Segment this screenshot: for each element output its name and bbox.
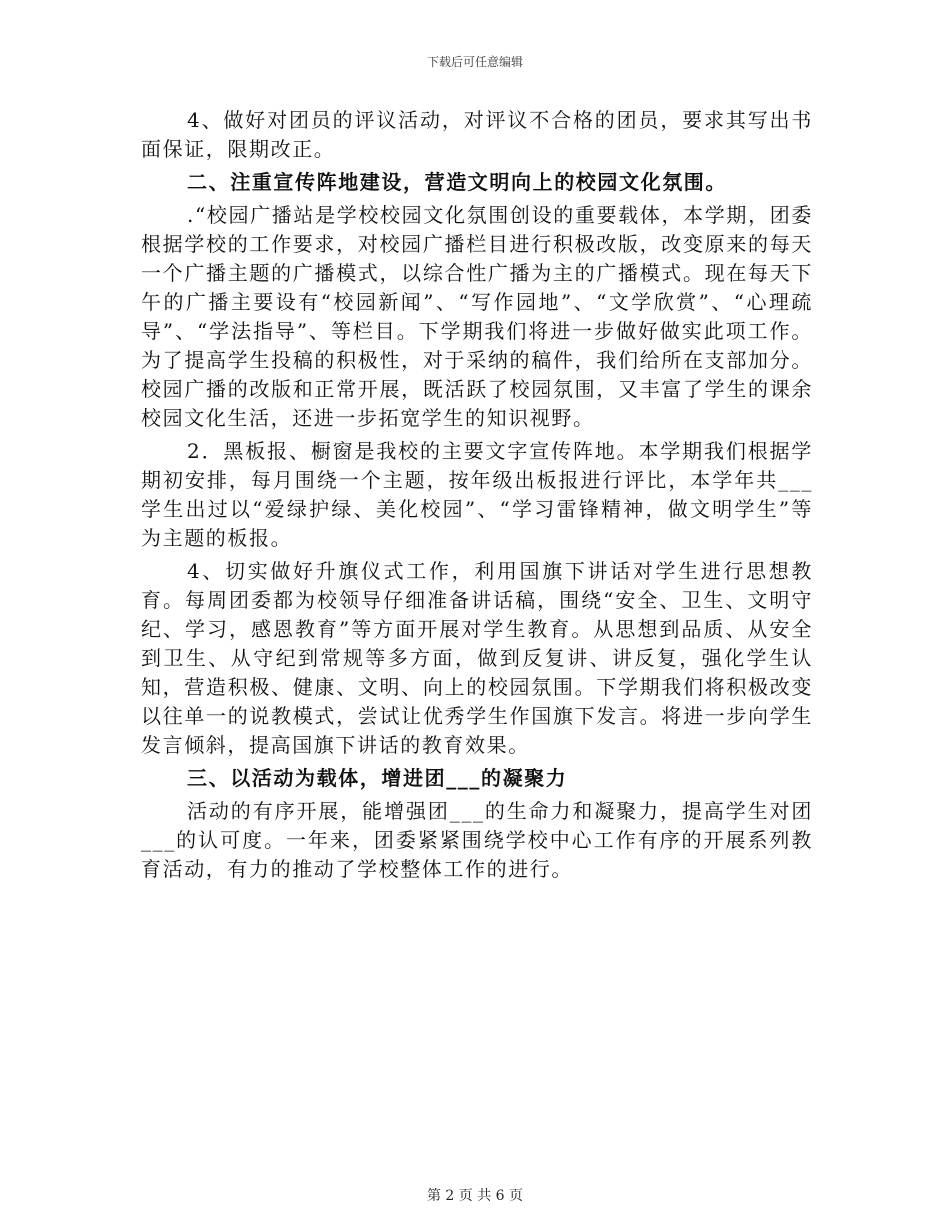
section-heading-3: 三、以活动为载体，增进团___的凝聚力 <box>187 766 568 790</box>
paragraph-campus-radio: .“校园广播站是学校校园文化氛围创设的重要载体，本学期，团委根据学校的工作要求，对校园广播栏目进行积极改版，改变原来的每天一个广播主题的广播模式，以综合性广播为主的广播模式。现在每天下午的广播主要设有“校园新闻”、“写作园地”、“文学欣赏”、“心理疏导”、“学法指导”、等栏目。下学期我们将进一步做好做实此项工作。为了提高学生投稿的积极性，对于采纳的稿件，我们给所在支部加分。校园广播的改版和正常开展，既活跃了校园氛围，又丰富了学生的课余校园文化生活，还进一步拓宽学生的知识视野。 <box>141 203 813 430</box>
paragraph-activities: 活动的有序开展，能增强团___的生命力和凝聚力，提高学生对团___的认可度。一年来，团委紧紧围绕学校中心工作有序的开展系列教育活动，有力的推动了学校整体工作的进行。 <box>141 799 813 881</box>
document-body <box>141 106 813 884</box>
section-heading-2: 二、注重宣传阵地建设，营造文明向上的校园文化氛围。 <box>187 170 727 194</box>
page-footer: 第 2 页 共 6 页 <box>426 1188 524 1204</box>
paragraph-flag-ceremony: 4、切实做好升旗仪式工作，利用国旗下讲话对学生进行思想教育。每周团委都为校领导仔细准备讲话稿，围绕“安全、卫生、文明守纪、学习，感恩教育”等方面开展对学生教育。从思想到品质、从安全到卫生、从守纪到常规等多方面，做到反复讲、讲反复，强化学生认知，营造积极、健康、文明、向上的校园氛围。下学期我们将积极改变以往单一的说教模式，尝试让优秀学生作国旗下发言。将进一步向学生发言倾斜，提高国旗下讲话的教育效果。 <box>141 559 813 757</box>
paragraph-item-4-review: 4、做好对团员的评议活动，对评议不合格的团员，要求其写出书面保证，限期改正。 <box>141 108 813 161</box>
paragraph-blackboard: 2．黑板报、橱窗是我校的主要文字宣传阵地。本学期我们根据学期初安排，每月围绕一个主题，按年级出板报进行评比，本学年共___学生出过以“爱绿护绿、美化校园”、“学习雷锋精神，做文明学生”等为主题的板报。 <box>141 439 813 550</box>
page-header: 下载后可任意编辑 <box>426 55 523 69</box>
